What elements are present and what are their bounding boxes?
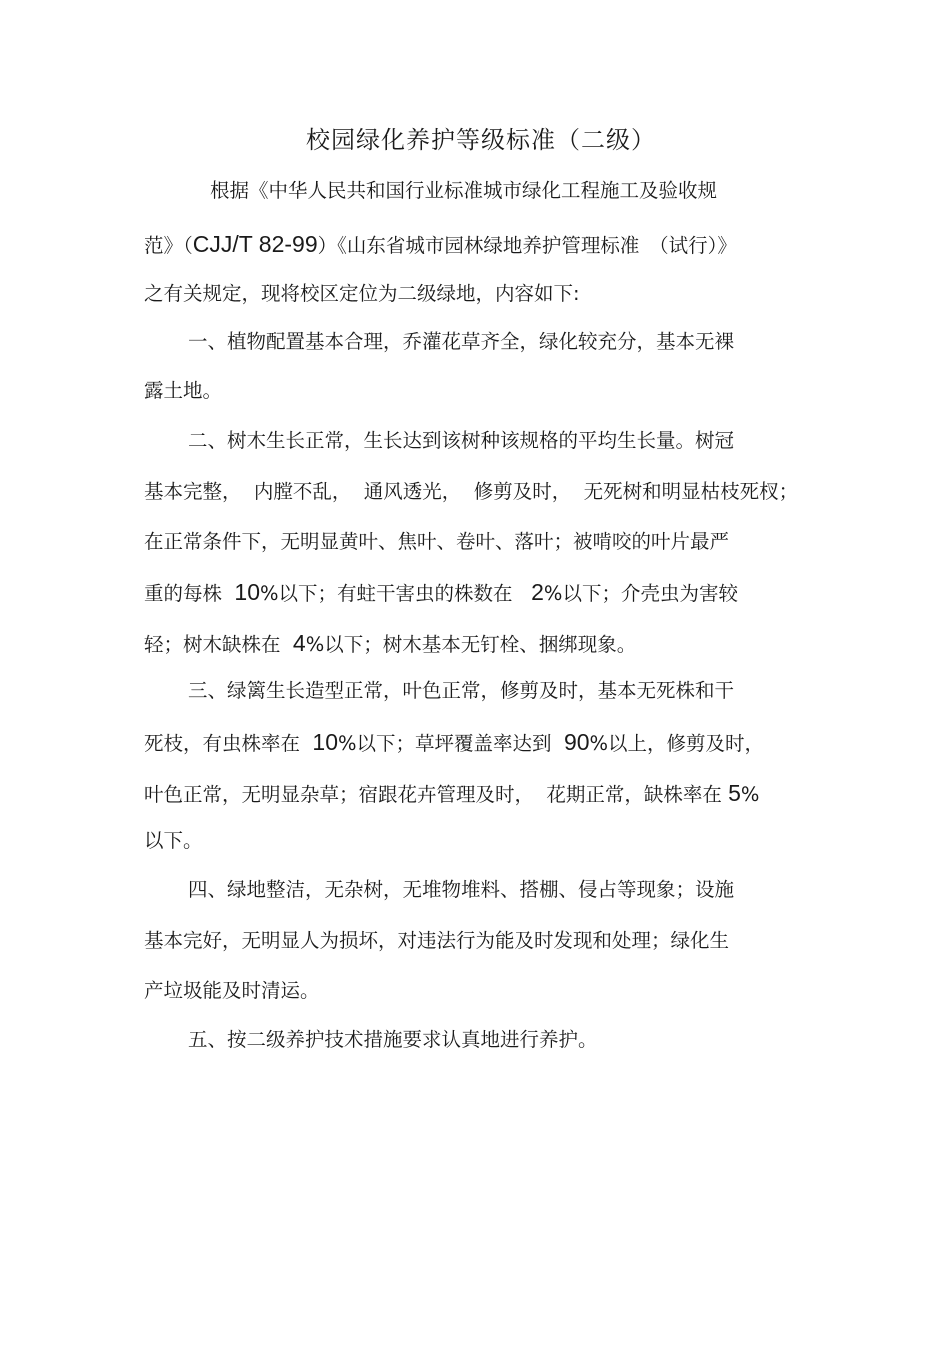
section-3-line-1: 三、绿篱生长造型正常，叶色正常，修剪及时，基本无死株和干 xyxy=(188,679,735,702)
intro-line-2-post: ）《山东省城市园林绿地养护管理标准 （试行）》 xyxy=(317,234,737,257)
section-2-line-5-a: 轻；树木缺株在 xyxy=(144,633,293,656)
section-2-line-4-a: 重的每株 xyxy=(144,582,235,605)
pct-value-4: 4 xyxy=(292,630,306,656)
document-title: 校园绿化养护等级标准（二级） xyxy=(306,126,656,154)
section-3-line-2 xyxy=(144,727,764,759)
section-2-line-2: 基本完整， 内膛不乱， 通风透光， 修剪及时， 无死树和明显枯枝死杈； xyxy=(144,480,799,503)
section-2-line-3: 在正常条件下，无明显黄叶、焦叶、卷叶、落叶；被啃咬的叶片最严 xyxy=(144,530,730,553)
intro-line-3: 之有关规定，现将校区定位为二级绿地，内容如下: xyxy=(144,282,580,305)
standard-code: CJJ/T 82-99 xyxy=(192,231,318,257)
section-2-line-5 xyxy=(144,628,636,660)
intro-line-2 xyxy=(144,229,737,261)
section-5-line-1: 五、按二级养护技术措施要求认真地进行养护。 xyxy=(188,1028,598,1051)
intro-line-2-pre: 范》（ xyxy=(144,234,193,257)
section-3-line-3-b: % xyxy=(740,783,760,806)
section-3-line-2-b: %以下；草坪覆盖率达到 xyxy=(338,732,564,755)
section-3-line-2-c: %以上，修剪及时， xyxy=(589,732,765,755)
section-2-line-4-b: %以下；有蛀干害虫的株数在 xyxy=(260,582,532,605)
section-2-line-4-c: %以下；介壳虫为害较 xyxy=(543,582,738,605)
pct-value-10b: 10 xyxy=(312,729,338,755)
section-2-line-5-b: %以下；树木基本无钉栓、捆绑现象。 xyxy=(305,633,637,656)
section-4-line-2: 基本完好，无明显人为损坏，对违法行为能及时发现和处理；绿化生 xyxy=(144,929,730,952)
section-3-line-4: 以下。 xyxy=(144,829,203,852)
pct-value-5: 5 xyxy=(728,780,741,806)
intro-line-1: 根据《中华人民共和国行业标准城市绿化工程施工及验收规 xyxy=(210,179,718,202)
pct-value-10: 10 xyxy=(234,579,260,605)
section-2-line-1: 二、树木生长正常，生长达到该树种该规格的平均生长量。树冠 xyxy=(188,429,735,452)
section-3-line-3 xyxy=(144,778,759,810)
section-3-line-3-a: 叶色正常，无明显杂草；宿跟花卉管理及时， 花期正常，缺株率在 xyxy=(144,783,729,806)
section-1-line-1: 一、植物配置基本合理，乔灌花草齐全，绿化较充分，基本无裸 xyxy=(188,330,735,353)
pct-value-90: 90 xyxy=(563,729,590,755)
section-3-line-2-a: 死枝，有虫株率在 xyxy=(144,732,313,755)
section-4-line-1: 四、绿地整洁，无杂树，无堆物堆料、搭棚、侵占等现象；设施 xyxy=(188,878,735,901)
section-2-line-4 xyxy=(144,577,738,609)
section-1-line-2: 露土地。 xyxy=(144,379,223,402)
pct-value-2: 2 xyxy=(531,579,544,605)
section-4-line-3: 产垃圾能及时清运。 xyxy=(144,979,320,1002)
